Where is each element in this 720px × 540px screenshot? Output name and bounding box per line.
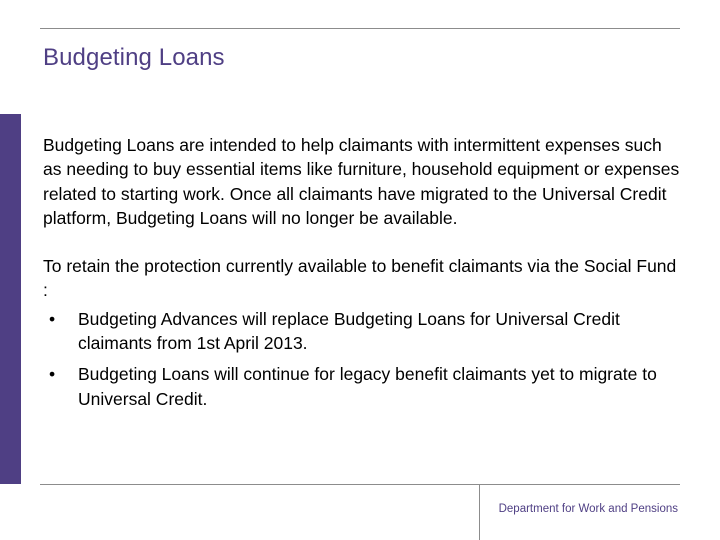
bullet-text: Budgeting Advances will replace Budgeting Loans for Universal Credit claimants from 1st April 2013.	[78, 308, 620, 354]
top-divider	[40, 28, 680, 29]
bullet-list	[43, 307, 683, 411]
slide-title: Budgeting Loans	[43, 44, 225, 71]
slide-body	[43, 133, 683, 411]
list-item	[43, 307, 683, 356]
bullet-icon: •	[49, 364, 56, 385]
bullet-icon: •	[49, 308, 56, 329]
protection-paragraph: To retain the protection currently available to benefit claimants via the Social Fund :	[43, 256, 677, 301]
footer-organization: Department for Work and Pensions	[498, 503, 678, 515]
list-item	[43, 362, 683, 411]
bottom-divider	[40, 484, 680, 485]
intro-paragraph: Budgeting Loans are intended to help claimants with intermittent expenses such as needing to buy essential items like furniture, household equipment or expenses related to starting work. Once all claimants have migrated to the Universal Credit platform, Budgeting Loans will no longer be available.	[43, 135, 680, 228]
bullet-text: Budgeting Loans will continue for legacy benefit claimants yet to migrate to Universal Credit.	[78, 364, 657, 409]
accent-sidebar-bar	[0, 114, 21, 484]
footer-vertical-divider	[479, 484, 480, 540]
